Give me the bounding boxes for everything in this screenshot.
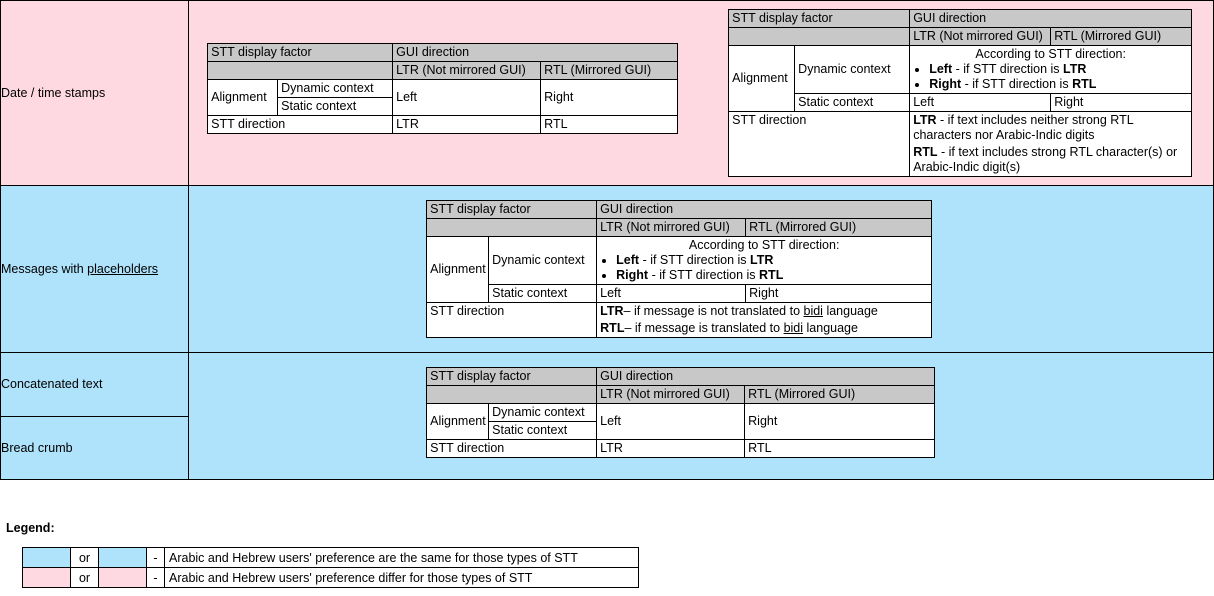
- cell-dynamic-ltr-value: Left: [597, 404, 745, 440]
- table-row: [427, 219, 932, 237]
- row-label-bread-crumb: Bread crumb: [1, 416, 189, 480]
- cell-static-context: Static context: [278, 98, 393, 116]
- cell-ltr-header: LTR (Not mirrored GUI): [597, 386, 745, 404]
- table-row: [729, 94, 1192, 112]
- cell-rtl-header: RTL (Mirrored GUI): [1051, 28, 1192, 46]
- table-row: [427, 285, 932, 303]
- table-row: [427, 440, 935, 458]
- legend-table: [22, 547, 639, 588]
- table-row: [729, 10, 1192, 28]
- stt-ltr-bold: LTR: [600, 304, 624, 318]
- cell-spacer: [208, 62, 393, 80]
- stt-rtl-detail: [600, 321, 928, 336]
- cell-alignment: Alignment: [427, 237, 489, 303]
- legend-dash-1: -: [147, 548, 165, 568]
- cell-stt-direction-detail: [597, 303, 932, 338]
- table-row: [208, 116, 678, 134]
- dynamic-note-title: According to STT direction:: [688, 238, 840, 252]
- cell-gui-direction: GUI direction: [597, 201, 932, 219]
- stt-ltr-rest: - if text includes neither strong RTL characters nor Arabic-Indic digits: [913, 113, 1134, 142]
- cell-stt-ltr-value: LTR: [597, 440, 745, 458]
- dts-right-table: [728, 9, 1192, 177]
- stt-ltr-detail: [600, 304, 928, 319]
- list-item: [929, 62, 1188, 77]
- table-row: [427, 386, 935, 404]
- cell-stt-display-factor: STT display factor: [427, 201, 597, 219]
- bullet-2-end: RTL: [1072, 77, 1097, 91]
- cell-rtl-header: RTL (Mirrored GUI): [541, 62, 678, 80]
- messages-table: [426, 200, 932, 338]
- cat-table-wrap: [189, 353, 1213, 479]
- bullet-2-end: RTL: [759, 268, 784, 282]
- cell-dynamic-note: [910, 46, 1192, 94]
- stt-rtl-rest-post: language: [803, 321, 858, 335]
- list-item: [929, 77, 1188, 92]
- cell-rtl-header: RTL (Mirrored GUI): [745, 386, 935, 404]
- table-row: [427, 201, 932, 219]
- bullet-1-rest: - if STT direction is: [955, 62, 1060, 76]
- cell-alignment: Alignment: [208, 80, 278, 116]
- table-row-date-time-stamps: [1, 1, 1214, 186]
- cell-stt-direction: STT direction: [208, 116, 393, 134]
- cell-gui-direction: GUI direction: [910, 10, 1192, 28]
- legend-title: Legend:: [6, 521, 55, 535]
- cell-static-context: Static context: [795, 94, 910, 112]
- stt-rtl-rest-pre: – if message is translated to: [624, 321, 784, 335]
- legend-text-same: Arabic and Hebrew users' preference are the same for those types of STT: [165, 548, 639, 568]
- table-row-messages-with-placeholders: [1, 186, 1214, 353]
- list-item: [616, 253, 928, 268]
- cell-static-ltr-value: Left: [597, 285, 746, 303]
- cell-ltr-header: LTR (Not mirrored GUI): [910, 28, 1051, 46]
- cell-dynamic-context: Dynamic context: [489, 237, 597, 285]
- cell-dynamic-context: Dynamic context: [278, 80, 393, 98]
- row-label-date-time-stamps: Date / time stamps: [1, 1, 189, 186]
- table-row: [729, 28, 1192, 46]
- msg-table-wrap: [189, 186, 1213, 352]
- cell-dynamic-rtl-value: Right: [541, 80, 678, 116]
- legend-or-label-1: or: [71, 548, 99, 568]
- cell-dynamic-rtl-value: Right: [745, 404, 935, 440]
- legend-or-label-2: or: [71, 568, 99, 588]
- table-row: [729, 46, 1192, 94]
- list-item: [616, 268, 928, 283]
- bullet-1-bold: Left: [616, 253, 640, 267]
- cell-stt-display-factor: STT display factor: [208, 44, 393, 62]
- table-row: [208, 80, 678, 98]
- cell-dynamic-context: Dynamic context: [795, 46, 910, 94]
- bullet-2-rest: - if STT direction is: [651, 268, 756, 282]
- cell-stt-rtl-value: RTL: [541, 116, 678, 134]
- legend-swatch-blue-a: [23, 548, 71, 568]
- cell-static-rtl-value: Right: [746, 285, 932, 303]
- cell-dynamic-context: Dynamic context: [489, 404, 597, 422]
- stt-rtl-rest-u: bidi: [783, 321, 804, 335]
- table-row: [208, 62, 678, 80]
- dynamic-note-list: [913, 62, 1188, 92]
- table-row: [427, 303, 932, 338]
- dynamic-note-title: According to STT direction:: [975, 47, 1126, 61]
- bullet-1-end: LTR: [1063, 62, 1087, 76]
- legend-row-same: [23, 548, 639, 568]
- cell-rtl-header: RTL (Mirrored GUI): [746, 219, 932, 237]
- row-label-concatenated-text: Concatenated text: [1, 353, 189, 417]
- table-row: [427, 404, 935, 422]
- cell-alignment: Alignment: [729, 46, 795, 112]
- bullet-1-end: LTR: [750, 253, 774, 267]
- stt-ltr-rest-pre: – if message is not translated to: [623, 304, 804, 318]
- legend-swatch-pink-a: [23, 568, 71, 588]
- row-label-underlined: placeholders: [87, 262, 159, 276]
- cell-gui-direction: GUI direction: [393, 44, 678, 62]
- cell-stt-rtl-value: RTL: [745, 440, 935, 458]
- legend-row-differ: [23, 568, 639, 588]
- table-row-concatenated-text: [1, 353, 1214, 417]
- dynamic-note-list: [600, 253, 928, 283]
- cell-stt-direction: STT direction: [729, 112, 910, 177]
- table-row: [729, 112, 1192, 177]
- stt-rtl-detail: [913, 145, 1188, 175]
- stt-rtl-bold: RTL: [600, 321, 625, 335]
- cell-stt-display-factor: STT display factor: [729, 10, 910, 28]
- table-row: [427, 237, 932, 285]
- dts-right-table-wrap: [728, 1, 1192, 185]
- cell-dynamic-ltr-value: Left: [393, 80, 541, 116]
- row-label-text: Messages with: [1, 262, 88, 276]
- cell-static-ltr-value: Left: [910, 94, 1051, 112]
- cell-static-context: Static context: [489, 285, 597, 303]
- concatenated-breadcrumb-table: [426, 367, 935, 458]
- table-row: [427, 368, 935, 386]
- legend-text-differ: Arabic and Hebrew users' preference differ for those types of STT: [165, 568, 639, 588]
- cell-spacer: [427, 386, 597, 404]
- row-content-date-time-stamps: [189, 1, 1214, 186]
- row-label-messages-with-placeholders: [1, 186, 189, 353]
- table-row: [208, 44, 678, 62]
- row-content-messages-with-placeholders: [189, 186, 1214, 353]
- cell-spacer: [729, 28, 910, 46]
- cell-ltr-header: LTR (Not mirrored GUI): [393, 62, 541, 80]
- cell-stt-ltr-value: LTR: [393, 116, 541, 134]
- cell-static-rtl-value: Right: [1051, 94, 1192, 112]
- stt-ltr-bold: LTR: [913, 113, 937, 127]
- stt-ltr-detail: [913, 113, 1188, 143]
- bullet-2-bold: Right: [616, 268, 649, 282]
- legend-dash-2: -: [147, 568, 165, 588]
- bullet-1-rest: - if STT direction is: [642, 253, 747, 267]
- stt-ltr-rest-post: language: [822, 304, 878, 318]
- bullet-2-bold: Right: [929, 77, 962, 91]
- stt-rtl-bold: RTL: [913, 145, 938, 159]
- cell-stt-direction: STT direction: [427, 440, 597, 458]
- legend-swatch-pink-b: [99, 568, 147, 588]
- bullet-2-rest: - if STT direction is: [964, 77, 1069, 91]
- bullet-1-bold: Left: [929, 62, 953, 76]
- stt-ltr-rest-u: bidi: [803, 304, 823, 318]
- cell-stt-direction-detail: [910, 112, 1192, 177]
- legend-swatch-blue-b: [99, 548, 147, 568]
- cell-stt-direction: STT direction: [427, 303, 597, 338]
- cell-spacer: [427, 219, 597, 237]
- row-content-concatenated-breadcrumb: [189, 353, 1214, 480]
- cell-ltr-header: LTR (Not mirrored GUI): [597, 219, 746, 237]
- dts-left-table-wrap: [189, 1, 678, 144]
- cell-alignment: Alignment: [427, 404, 489, 440]
- cell-dynamic-note: [597, 237, 932, 285]
- cell-static-context: Static context: [489, 422, 597, 440]
- cell-stt-display-factor: STT display factor: [427, 368, 597, 386]
- dts-left-table: [207, 43, 678, 134]
- cell-gui-direction: GUI direction: [597, 368, 935, 386]
- stt-rtl-rest: - if text includes strong RTL character(s) or Arabic-Indic digit(s): [913, 145, 1178, 174]
